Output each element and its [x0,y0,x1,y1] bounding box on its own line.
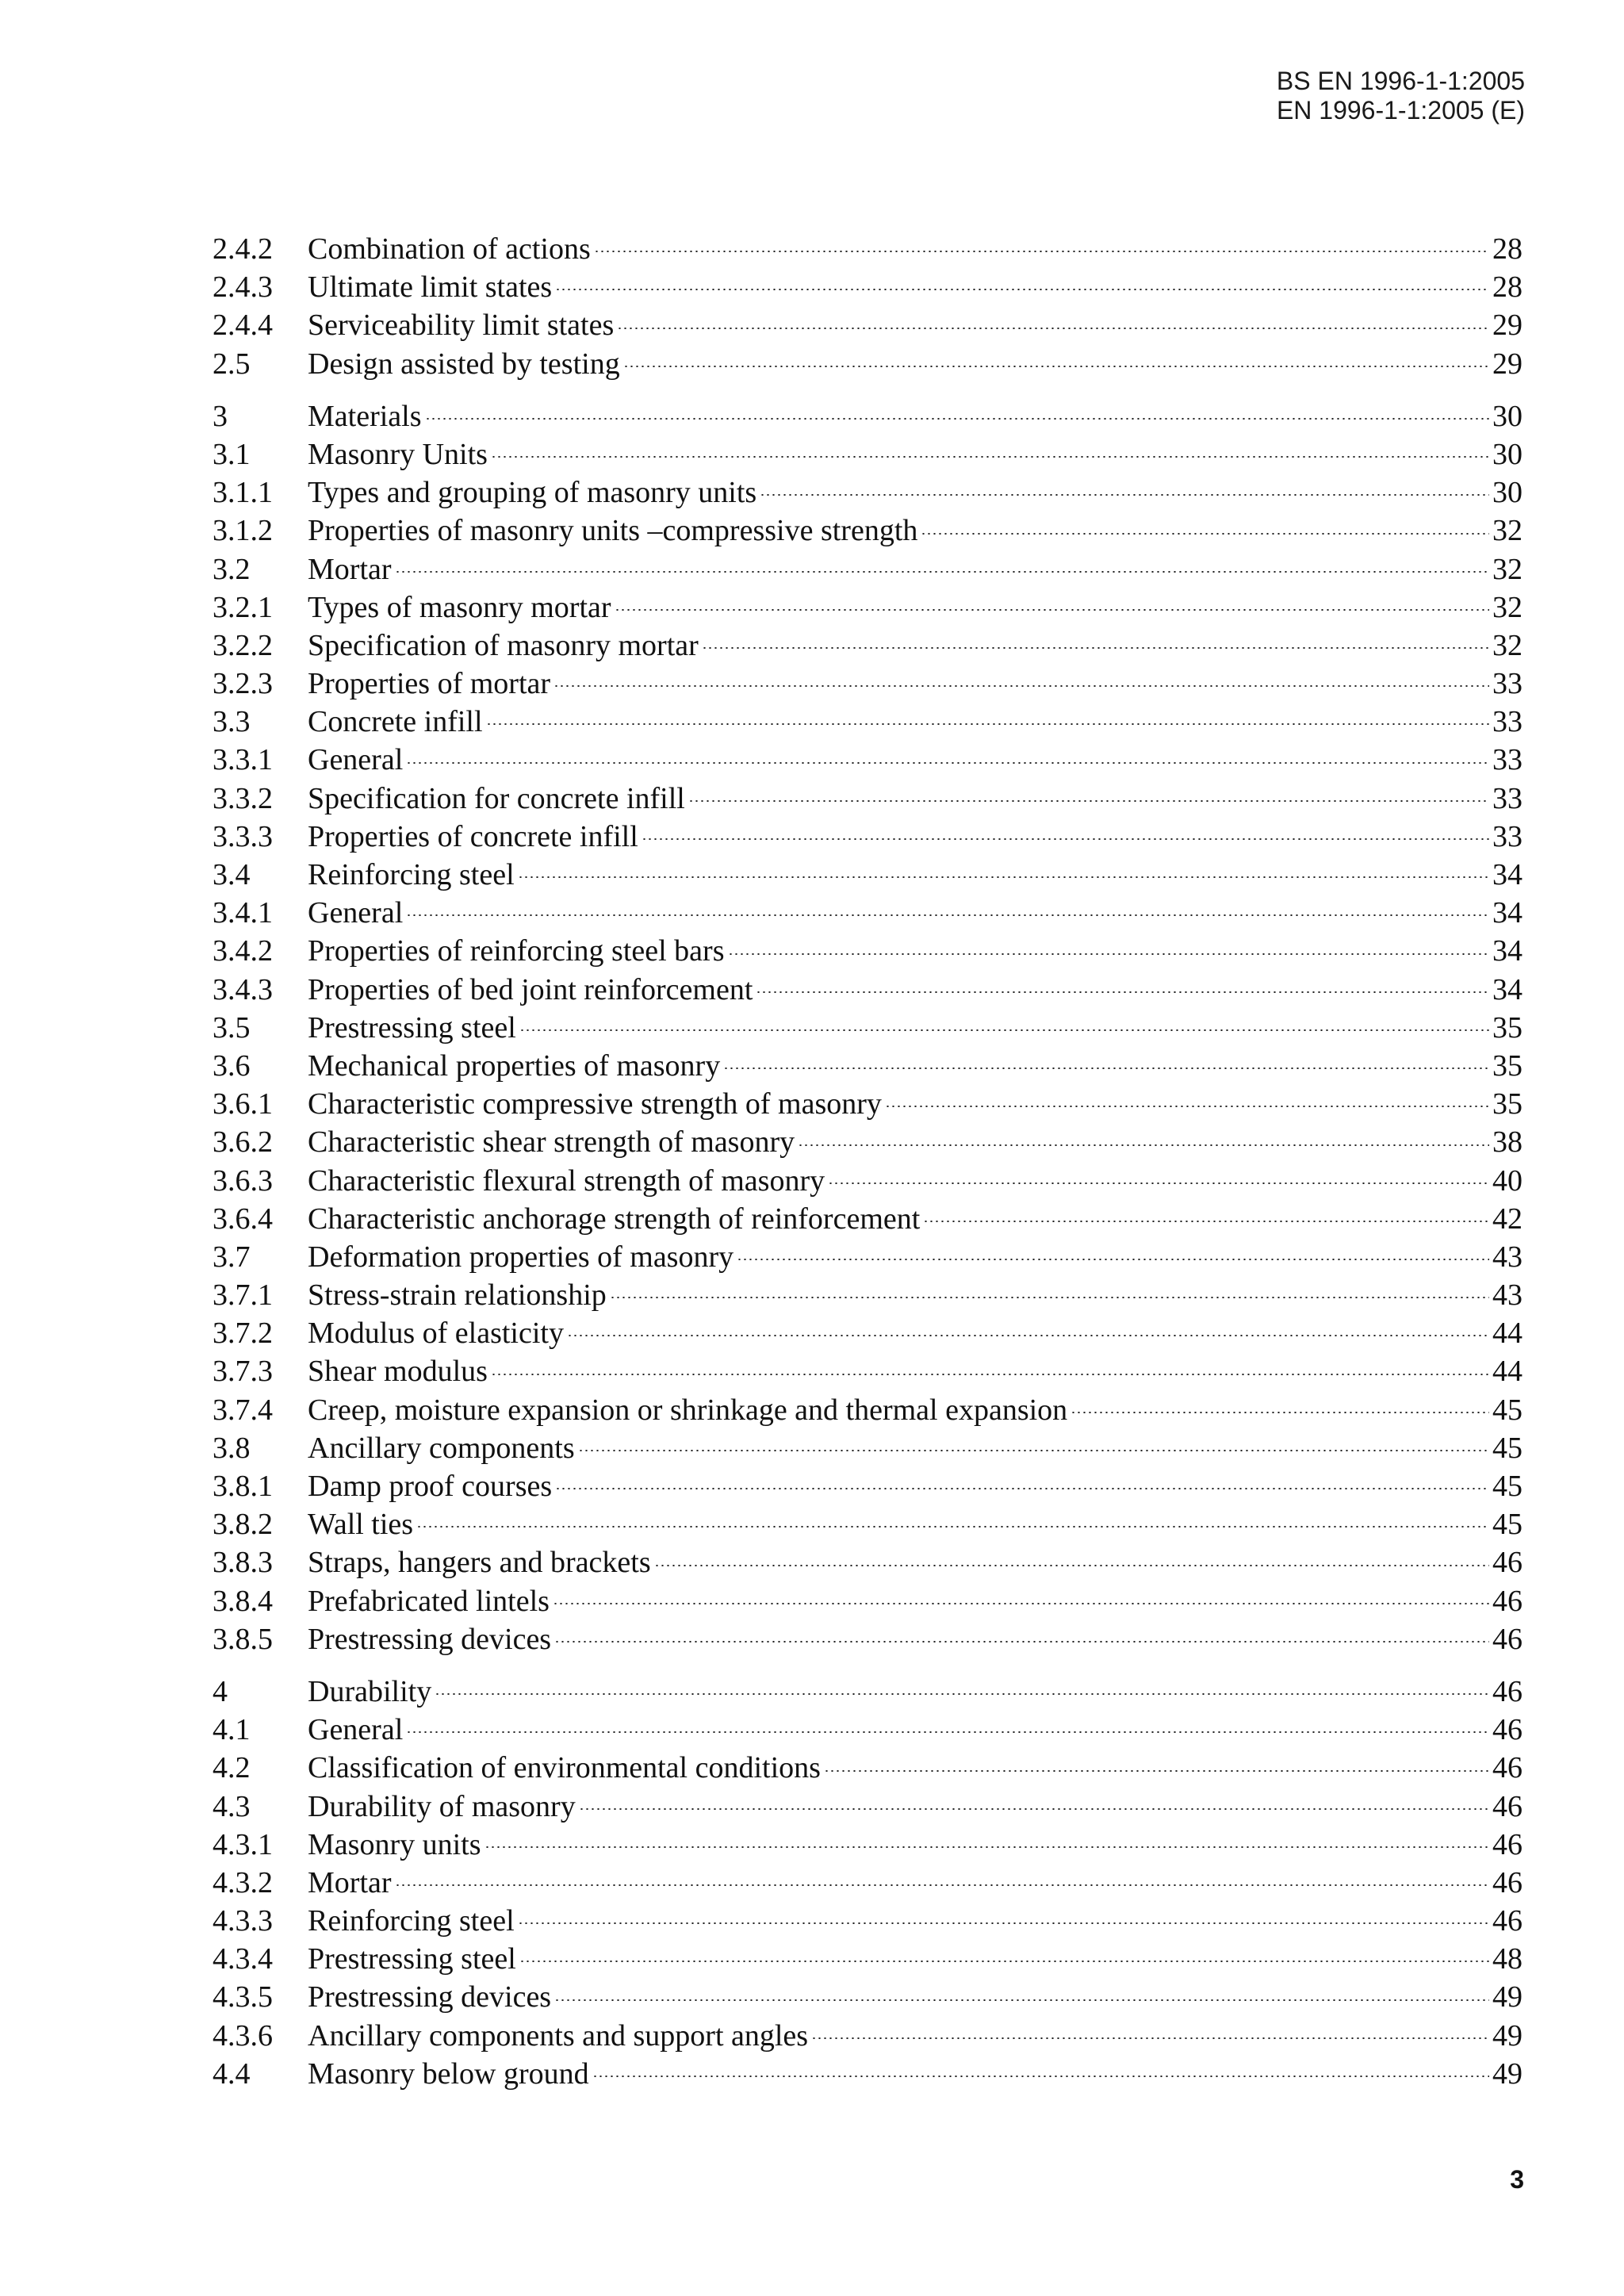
toc-entry-number: 3.1 [213,437,251,471]
toc-entry-title: Mechanical properties of masonry [308,1048,721,1083]
table-of-contents [213,230,1522,2093]
toc-entry-number: 2.4.4 [213,309,273,343]
toc-dot-leader [579,1808,1489,1810]
toc-entry[interactable] [213,1352,1522,1390]
toc-entry[interactable] [213,1276,1522,1314]
toc-entry-title: Masonry below ground [308,2056,589,2091]
toc-entry-number: 3.7.3 [213,1355,273,1389]
toc-dot-leader [688,800,1489,802]
toc-entry-page: 44 [1492,1355,1522,1389]
toc-entry-number: 4 [213,1674,228,1708]
toc-entry-number: 4.2 [213,1751,251,1785]
toc-entry-page: 30 [1492,399,1522,433]
section-gap [213,383,1522,397]
toc-dot-leader [885,1106,1489,1107]
toc-entry-page: 48 [1492,1942,1522,1976]
toc-entry-number: 3 [213,399,228,433]
toc-entry-title: Creep, moisture expansion or shrinkage and thermal expansion [308,1393,1068,1427]
toc-entry-number: 3.2.2 [213,628,273,662]
toc-entry-number: 3.8.2 [213,1508,273,1542]
toc-entry-page: 46 [1492,1751,1522,1785]
toc-entry-number: 3.2 [213,552,251,586]
toc-entry-page: 34 [1492,896,1522,930]
toc-entry-number: 3.8 [213,1431,251,1465]
toc-entry-page: 29 [1492,347,1522,381]
toc-entry[interactable] [213,435,1522,473]
toc-entry-page: 33 [1492,705,1522,739]
toc-entry-number: 3.6.2 [213,1125,273,1159]
toc-entry-page: 32 [1492,514,1522,548]
toc-entry-page: 43 [1492,1278,1522,1313]
toc-dot-leader [406,914,1489,916]
toc-entry-number: 3.4.1 [213,896,273,930]
toc-entry[interactable] [213,550,1522,588]
toc-entry[interactable] [213,345,1522,383]
toc-entry-page: 45 [1492,1508,1522,1542]
toc-entry[interactable] [213,856,1522,894]
toc-dot-leader [592,2076,1489,2077]
toc-entry-number: 3.8.1 [213,1470,273,1503]
toc-entry-number: 3.4.2 [213,934,273,968]
toc-entry-title: Properties of bed joint reinforcement [308,972,753,1006]
toc-dot-leader [485,1846,1490,1848]
toc-entry-title: Masonry units [308,1827,481,1861]
toc-entry[interactable] [213,780,1522,818]
toc-entry-title: Stress-strain relationship [308,1278,607,1313]
toc-entry-number: 3.1.1 [213,476,273,510]
toc-entry[interactable] [213,703,1522,741]
toc-entry-page: 29 [1492,309,1522,343]
toc-dot-leader [623,366,1489,367]
toc-entry-number: 4.3.4 [213,1942,273,1976]
toc-dot-leader [828,1182,1489,1184]
toc-entry[interactable] [213,2055,1522,2093]
toc-entry-title: General [308,896,404,930]
toc-entry-number: 3.6.1 [213,1087,273,1121]
toc-dot-leader [737,1259,1489,1260]
toc-entry-number: 4.3.6 [213,2018,273,2053]
toc-entry-number: 3.3.2 [213,781,273,815]
toc-entry[interactable] [213,473,1522,512]
toc-dot-leader [811,2037,1489,2039]
toc-entry-page: 46 [1492,1904,1522,1938]
toc-dot-leader [406,762,1489,764]
toc-entry-page: 49 [1492,2056,1522,2091]
toc-entry-title: Specification of masonry mortar [308,628,699,662]
toc-entry[interactable] [213,1238,1522,1276]
toc-entry-number: 3.7.2 [213,1317,273,1351]
toc-entry[interactable] [213,1864,1522,1902]
toc-entry[interactable] [213,1085,1522,1123]
toc-entry-title: Design assisted by testing [308,347,620,381]
toc-entry-page: 43 [1492,1240,1522,1274]
section-gap [213,1658,1522,1673]
toc-entry-page: 44 [1492,1317,1522,1351]
toc-entry[interactable] [213,1582,1522,1620]
toc-entry-page: 49 [1492,2018,1522,2053]
toc-entry-title: Wall ties [308,1508,414,1542]
toc-entry-page: 35 [1492,1087,1522,1121]
toc-dot-leader [594,251,1489,252]
toc-entry-page: 33 [1492,819,1522,853]
toc-entry[interactable] [213,268,1522,306]
toc-entry[interactable] [213,397,1522,435]
toc-entry-title: Prefabricated lintels [308,1584,550,1618]
toc-entry-number: 4.3 [213,1789,251,1823]
toc-entry[interactable] [213,1047,1522,1085]
toc-entry[interactable] [213,1200,1522,1238]
toc-entry-title: Types of masonry mortar [308,590,611,624]
toc-entry[interactable] [213,230,1522,268]
toc-entry-title: Reinforcing steel [308,1904,515,1938]
toc-entry-page: 34 [1492,972,1522,1006]
toc-entry-title: Characteristic anchorage strength of reinforcement [308,1202,921,1236]
toc-entry[interactable] [213,1673,1522,1711]
toc-entry-page: 46 [1492,1546,1522,1580]
toc-dot-leader [617,328,1489,329]
toc-entry-title: Durability of masonry [308,1789,576,1823]
toc-dot-leader [555,1488,1489,1489]
toc-entry-number: 3.3.3 [213,819,273,853]
toc-entry-page: 40 [1492,1163,1522,1198]
toc-entry-number: 3.7.1 [213,1278,273,1313]
toc-entry-title: Ancillary components and support angles [308,2018,809,2053]
toc-entry-title: Characteristic shear strength of masonry [308,1125,795,1159]
toc-entry-number: 3.6 [213,1048,251,1083]
toc-entry[interactable] [213,1162,1522,1200]
toc-entry-number: 3.2.1 [213,590,273,624]
toc-entry-title: Properties of masonry units –compressive strength [308,514,918,548]
toc-entry-page: 34 [1492,858,1522,891]
toc-dot-leader [553,685,1489,687]
toc-dot-leader [702,647,1489,649]
toc-entry-number: 3.8.3 [213,1546,273,1580]
toc-entry[interactable] [213,1467,1522,1505]
toc-entry[interactable] [213,1314,1522,1352]
toc-dot-leader [723,1068,1489,1069]
toc-entry[interactable] [213,1429,1522,1467]
toc-dot-leader [519,1961,1489,1962]
toc-entry-number: 3.6.3 [213,1163,273,1198]
toc-entry-page: 45 [1492,1470,1522,1503]
toc-entry[interactable] [213,588,1522,627]
toc-entry-page: 46 [1492,1674,1522,1708]
toc-dot-leader [654,1565,1489,1566]
toc-entry-number: 4.3.5 [213,1980,273,2014]
toc-entry[interactable] [213,1391,1522,1429]
toc-entry-title: Classification of environmental conditions [308,1751,821,1785]
toc-entry-title: Combination of actions [308,232,591,266]
toc-entry-title: Characteristic flexural strength of masonry [308,1163,825,1198]
toc-entry-title: Deformation properties of masonry [308,1240,734,1274]
toc-entry-title: Prestressing steel [308,1942,516,1976]
toc-entry-title: Mortar [308,552,392,586]
toc-entry[interactable] [213,818,1522,856]
toc-dot-leader [486,723,1489,725]
toc-entry[interactable] [213,932,1522,970]
toc-dot-leader [615,609,1489,611]
toc-entry-title: Serviceability limit states [308,309,615,343]
toc-dot-leader [642,838,1489,840]
toc-entry-title: General [308,1713,404,1747]
toc-entry-page: 32 [1492,628,1522,662]
document-header [1277,67,1525,125]
toc-entry[interactable] [213,665,1522,703]
toc-dot-leader [491,1374,1489,1375]
toc-dot-leader [610,1297,1489,1298]
toc-entry-title: Durability [308,1674,432,1708]
toc-entry-page: 46 [1492,1827,1522,1861]
toc-entry-page: 34 [1492,934,1522,968]
toc-entry-page: 32 [1492,552,1522,586]
toc-entry-title: General [308,743,404,777]
toc-entry-page: 46 [1492,1713,1522,1747]
toc-entry-title: Modulus of elasticity [308,1317,564,1351]
toc-entry-number: 3.1.2 [213,514,273,548]
toc-dot-leader [425,418,1489,420]
toc-entry-number: 3.7.4 [213,1393,273,1427]
toc-entry[interactable] [213,741,1522,779]
toc-entry-number: 3.4 [213,858,251,891]
toc-entry-page: 45 [1492,1431,1522,1465]
toc-entry[interactable] [213,1620,1522,1658]
toc-dot-leader [395,1884,1489,1886]
toc-entry-title: Properties of concrete infill [308,819,638,853]
toc-entry-number: 4.4 [213,2056,251,2091]
toc-dot-leader [519,1029,1489,1031]
toc-entry-number: 3.8.5 [213,1622,273,1656]
toc-entry-title: Straps, hangers and brackets [308,1546,651,1580]
toc-entry[interactable] [213,2017,1522,2055]
toc-entry-title: Types and grouping of masonry units [308,476,757,510]
toc-entry-title: Properties of reinforcing steel bars [308,934,725,968]
toc-entry-page: 35 [1492,1010,1522,1045]
toc-entry[interactable] [213,1123,1522,1161]
toc-entry-number: 4.3.3 [213,1904,273,1938]
toc-entry-page: 46 [1492,1789,1522,1823]
header-standard-id-en: EN 1996-1-1:2005 (E) [1276,96,1525,125]
toc-entry-page: 49 [1492,1980,1522,2014]
toc-entry-number: 3.7 [213,1240,251,1274]
toc-entry-number: 2.4.2 [213,232,273,266]
page-number: 3 [1510,2165,1524,2194]
toc-entry-page: 30 [1492,476,1522,510]
toc-entry-title: Specification for concrete infill [308,781,685,815]
toc-dot-leader [518,1922,1489,1924]
toc-entry[interactable] [213,627,1522,665]
toc-entry-title: Ultimate limit states [308,270,553,305]
toc-dot-leader [406,1731,1489,1733]
toc-entry-number: 3.6.4 [213,1202,273,1236]
toc-entry-title: Prestressing devices [308,1980,552,2014]
toc-dot-leader [567,1335,1489,1336]
toc-entry-title: Mortar [308,1865,392,1899]
toc-entry[interactable] [213,1543,1522,1581]
toc-entry-number: 4.1 [213,1713,251,1747]
toc-entry-page: 32 [1492,590,1522,624]
toc-entry-number: 4.3.2 [213,1865,273,1899]
toc-dot-leader [760,494,1489,496]
toc-entry-page: 45 [1492,1393,1522,1427]
toc-entry-page: 33 [1492,667,1522,701]
toc-dot-leader [578,1450,1489,1451]
toc-dot-leader [728,953,1490,955]
toc-entry[interactable] [213,1978,1522,2016]
toc-dot-leader [756,991,1489,993]
toc-entry-number: 2.5 [213,347,251,381]
toc-entry-number: 3.2.3 [213,667,273,701]
toc-entry-page: 33 [1492,781,1522,815]
toc-entry-title: Reinforcing steel [308,858,515,891]
toc-dot-leader [395,571,1489,573]
toc-dot-leader [798,1144,1489,1146]
toc-entry[interactable] [213,894,1522,932]
toc-entry[interactable] [213,1902,1522,1940]
toc-entry-number: 2.4.3 [213,270,273,305]
toc-entry[interactable] [213,1009,1522,1047]
toc-entry-page: 46 [1492,1865,1522,1899]
toc-entry[interactable] [213,1940,1522,1978]
toc-dot-leader [921,533,1489,535]
toc-entry-title: Properties of mortar [308,667,551,701]
toc-entry-title: Shear modulus [308,1355,488,1389]
toc-entry-number: 3.8.4 [213,1584,273,1618]
toc-entry-number: 3.3.1 [213,743,273,777]
toc-entry[interactable] [213,1711,1522,1749]
toc-entry-number: 3.3 [213,705,251,739]
toc-entry-number: 3.4.3 [213,972,273,1006]
toc-entry-title: Materials [308,399,422,433]
toc-entry-page: 38 [1492,1125,1522,1159]
toc-entry[interactable] [213,1826,1522,1864]
toc-entry-title: Prestressing devices [308,1622,552,1656]
header-standard-id: BS EN 1996-1-1:2005 [1276,67,1525,95]
toc-entry-page: 46 [1492,1622,1522,1656]
toc-entry-title: Masonry Units [308,437,488,471]
toc-dot-leader [491,456,1489,458]
toc-entry-title: Prestressing steel [308,1010,516,1045]
toc-dot-leader [1071,1412,1489,1413]
toc-dot-leader [518,876,1489,878]
toc-dot-leader [554,1999,1489,2001]
toc-entry-number: 3.5 [213,1010,251,1045]
toc-dot-leader [416,1526,1489,1527]
toc-entry[interactable] [213,1505,1522,1543]
toc-entry-page: 28 [1492,270,1522,305]
toc-entry[interactable] [213,1788,1522,1826]
toc-entry-page: 28 [1492,232,1522,266]
toc-dot-leader [554,1641,1489,1642]
toc-dot-leader [435,1693,1489,1695]
toc-entry-page: 33 [1492,743,1522,777]
toc-entry-title: Damp proof courses [308,1470,553,1503]
toc-entry[interactable] [213,512,1522,550]
toc-entry-number: 4.3.1 [213,1827,273,1861]
toc-dot-leader [553,1603,1489,1604]
toc-dot-leader [824,1770,1489,1772]
toc-entry-page: 30 [1492,437,1522,471]
toc-dot-leader [555,289,1489,290]
toc-entry-title: Ancillary components [308,1431,575,1465]
toc-entry[interactable] [213,971,1522,1009]
toc-entry[interactable] [213,306,1522,344]
toc-dot-leader [923,1221,1489,1222]
toc-entry-page: 46 [1492,1584,1522,1618]
toc-entry-page: 42 [1492,1202,1522,1236]
toc-entry-title: Concrete infill [308,705,483,739]
toc-entry-title: Characteristic compressive strength of masonry [308,1087,882,1121]
toc-entry-page: 35 [1492,1048,1522,1083]
toc-entry[interactable] [213,1749,1522,1787]
